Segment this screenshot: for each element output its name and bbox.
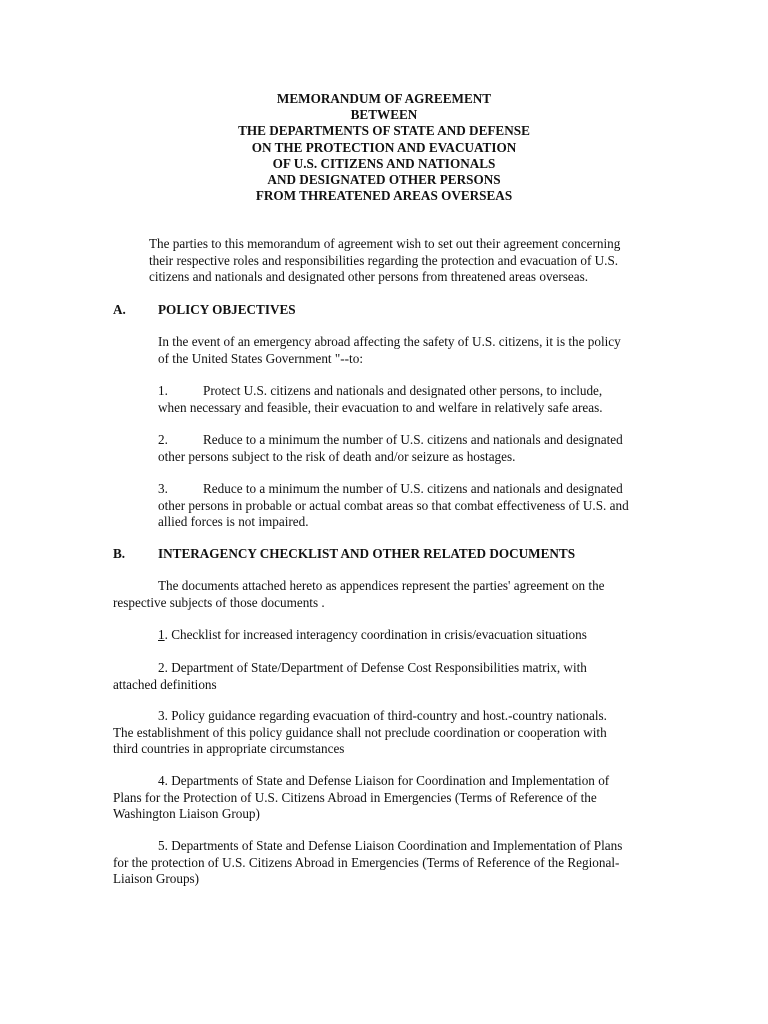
objective-item bbox=[158, 432, 623, 465]
appendix-item bbox=[113, 708, 607, 758]
appendix-item bbox=[113, 773, 609, 823]
title-line: ON THE PROTECTION AND EVACUATION bbox=[251, 139, 517, 155]
text-line: attached definitions bbox=[113, 676, 217, 692]
text-line: Liaison Groups) bbox=[113, 871, 200, 886]
appendix-item bbox=[113, 838, 622, 888]
intro-paragraph bbox=[149, 236, 620, 286]
text-line: their respective roles and responsibilities regarding the protection and evacuation of U.S. bbox=[149, 252, 619, 268]
appendix-item bbox=[113, 660, 587, 693]
text-line: citizens and nationals and designated other persons from threatened areas overseas. bbox=[149, 269, 589, 284]
title-line: AND DESIGNATED OTHER PERSONS bbox=[267, 172, 501, 188]
text-line: Reduce to a minimum the number of U.S. citizens and nationals and designated bbox=[203, 432, 623, 447]
text-line: third countries in appropriate circumstances bbox=[113, 741, 345, 756]
text-line: allied forces is not impaired. bbox=[158, 514, 309, 529]
text-line: of the United States Government "--to: bbox=[158, 350, 363, 366]
item-number: 2. bbox=[158, 432, 168, 447]
text-line: Protect U.S. citizens and nationals and designated other persons, to include, bbox=[203, 383, 603, 398]
objective-item bbox=[158, 383, 603, 416]
text-line: Washington Liaison Group) bbox=[113, 806, 260, 821]
item-number: 3. bbox=[158, 481, 168, 496]
text-line: when necessary and feasible, their evacuation to and welfare in relatively safe areas. bbox=[158, 399, 603, 415]
text-line: The establishment of this policy guidance shall not preclude coordination or cooperation with bbox=[113, 724, 607, 740]
title-line: BETWEEN bbox=[350, 107, 418, 123]
section-a-lead bbox=[158, 334, 621, 367]
text-line: 5. Departments of State and Defense Liaison Coordination and Implementation of Plans bbox=[158, 838, 623, 853]
text-line: other persons subject to the risk of death and/or seizure as hostages. bbox=[158, 448, 516, 464]
text-line: Plans for the Protection of U.S. Citizens Abroad in Emergencies (Terms of Reference of the bbox=[113, 789, 597, 805]
section-title: INTERAGENCY CHECKLIST AND OTHER RELATED DOCUMENTS bbox=[158, 546, 576, 561]
appendix-item bbox=[158, 627, 587, 644]
objective-item bbox=[158, 481, 629, 531]
title-line: MEMORANDUM OF AGREEMENT bbox=[276, 91, 492, 106]
text-line: The documents attached hereto as appendices represent the parties' agreement on the bbox=[158, 578, 605, 593]
section-letter: A. bbox=[113, 302, 126, 317]
section-title: POLICY OBJECTIVES bbox=[158, 302, 296, 317]
section-letter: B. bbox=[113, 546, 126, 561]
text-line: for the protection of U.S. Citizens Abroad in Emergencies (Terms of Reference of the Regional- bbox=[113, 854, 620, 870]
title-line: FROM THREATENED AREAS OVERSEAS bbox=[255, 188, 513, 204]
document-title bbox=[0, 91, 768, 204]
text-line: Reduce to a minimum the number of U.S. citizens and nationals and designated bbox=[203, 481, 623, 496]
text-line: . Checklist for increased interagency coordination in crisis/evacuation situations bbox=[164, 627, 587, 642]
text-line: 4. Departments of State and Defense Liaison for Coordination and Implementation of bbox=[158, 773, 610, 788]
item-number: 1 bbox=[158, 627, 165, 642]
text-line: respective subjects of those documents . bbox=[113, 594, 325, 610]
text-line: other persons in probable or actual combat areas so that combat effectiveness of U.S. and bbox=[158, 497, 629, 513]
item-number: 1. bbox=[158, 383, 168, 398]
section-b-lead bbox=[113, 578, 605, 611]
text-line: In the event of an emergency abroad affecting the safety of U.S. citizens, it is the policy bbox=[158, 334, 621, 349]
text-line: The parties to this memorandum of agreement wish to set out their agreement concerning bbox=[149, 236, 621, 251]
text-line: 2. Department of State/Department of Defense Cost Responsibilities matrix, with bbox=[158, 660, 587, 675]
title-line: THE DEPARTMENTS OF STATE AND DEFENSE bbox=[238, 123, 530, 139]
text-line: 3. Policy guidance regarding evacuation of third-country and host.-country nationals. bbox=[158, 708, 607, 723]
title-line: OF U.S. CITIZENS AND NATIONALS bbox=[272, 155, 496, 171]
